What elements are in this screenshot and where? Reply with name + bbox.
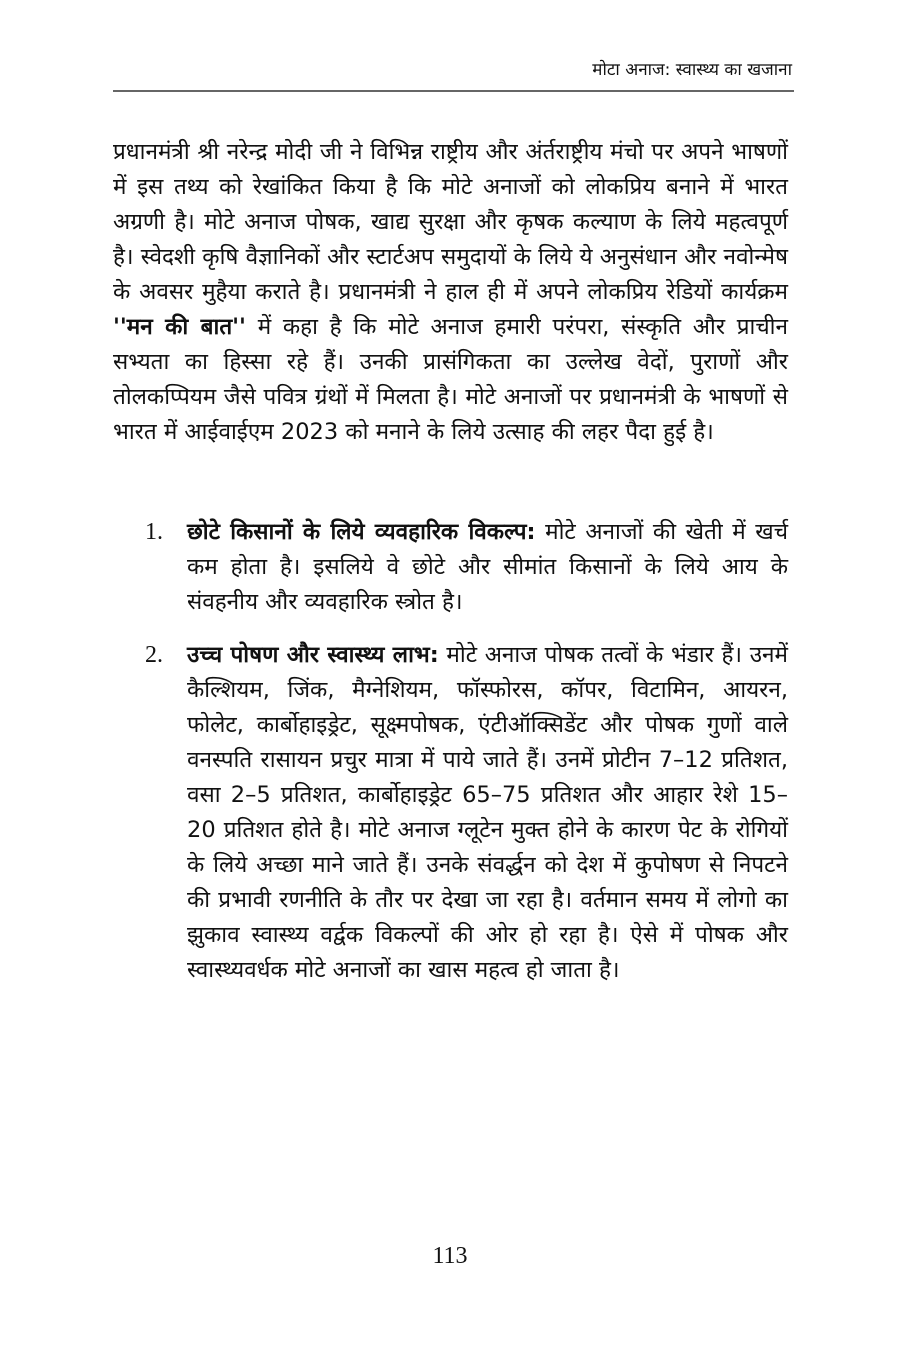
- list-item-nutrition-health: [145, 638, 788, 988]
- list-item-body: [187, 638, 788, 988]
- list-number: 1.: [145, 519, 163, 545]
- list-item-heading: छोटे किसानों के लिये व्यवहारिक विकल्प:: [187, 519, 536, 545]
- list-item-text: मोटे अनाजों की खेती में खर्च कम होता है। इसलिये वे छोटे और सीमांत किसानों के लिये आय के संवहनीय और व्यवहारिक स्त्रोत है।: [187, 519, 788, 615]
- program-name: ''मन की बात'': [113, 313, 246, 340]
- list-item-body: [187, 515, 788, 620]
- page-number: 113: [432, 1243, 468, 1269]
- list-item-small-farmers: [145, 515, 788, 620]
- intro-text-after-bold: में कहा है कि मोटे अनाज हमारी परंपरा, संस्कृति और प्राचीन सभ्यता का हिस्सा रहे हैं। उनकी प्रासंगिकता का उल्लेख वेदों, पुराणों और तोलकप्पियम जैसे पवित्र ग्रंथों में मिलता है। मोटे अनाजों पर प्रधानमंत्री के भाषणों से भारत में आईवाईएम 2023 को मनाने के लिये उत्साह की लहर पैदा हुई है।: [113, 313, 788, 445]
- list-item-text: मोटे अनाज पोषक तत्वों के भंडार हैं। उनमें कैल्शियम, जिंक, मैग्नेशियम, फॉस्फोरस, कॉपर, विटामिन, आयरन, फोलेट, कार्बोहाइड्रेट, सूक्ष्मपोषक, एंटीऑक्सिडेंट और पोषक गुणों वाले वनस्पति रासायन प्रचुर मात्रा में पाये जाते हैं। उनमें प्रोटीन 7–12 प्रतिशत, वसा 2–5 प्रतिशत, कार्बोहाइड्रेट 65–75 प्रतिशत और आहार रेशे 15–20 प्रतिशत होते है। मोटे अनाज ग्लूटेन मुक्त होने के कारण पेट के रोगियों के लिये अच्छा माने जाते हैं। उनके संवर्द्धन को देश में कुपोषण से निपटने की प्रभावी रणनीति के तौर पर देखा जा रहा है। वर्तमान समय में लोगो का झुकाव स्वास्थ्य वर्द्वक विकल्पों की ओर हो रहा है। ऐसे में पोषक और स्वास्थ्यवर्धक मोटे अनाजों का खास महत्व हो जाता है।: [187, 642, 788, 983]
- running-header-title: मोटा अनाज: स्वास्थ्य का खजाना: [592, 60, 792, 80]
- list-number: 2.: [145, 642, 163, 668]
- intro-text-before-bold: प्रधानमंत्री श्री नरेन्द्र मोदी जी ने विभिन्न राष्ट्रीय और अंर्तराष्ट्रीय मंचो पर अपने भाषणों में इस तथ्य को रेखांकित किया है कि मोटे अनाजों को लोकप्रिय बनाने में भारत अग्रणी है। मोटे अनाज पोषक, खाद्य सुरक्षा और कृषक कल्याण के लिये महत्वपूर्ण है। स्वेदशी कृषि वैज्ञानिकों और स्टार्टअप समुदायों के लिये ये अनुसंधान और नवोन्मेष के अवसर मुहैया कराते है। प्रधानमंत्री ने हाल ही में अपने लोकप्रिय रेडियों कार्यक्रम: [113, 138, 788, 305]
- list-item-heading: उच्च पोषण और स्वास्थ्य लाभ:: [187, 642, 439, 668]
- intro-paragraph: [113, 135, 788, 450]
- header-rule: [113, 90, 794, 92]
